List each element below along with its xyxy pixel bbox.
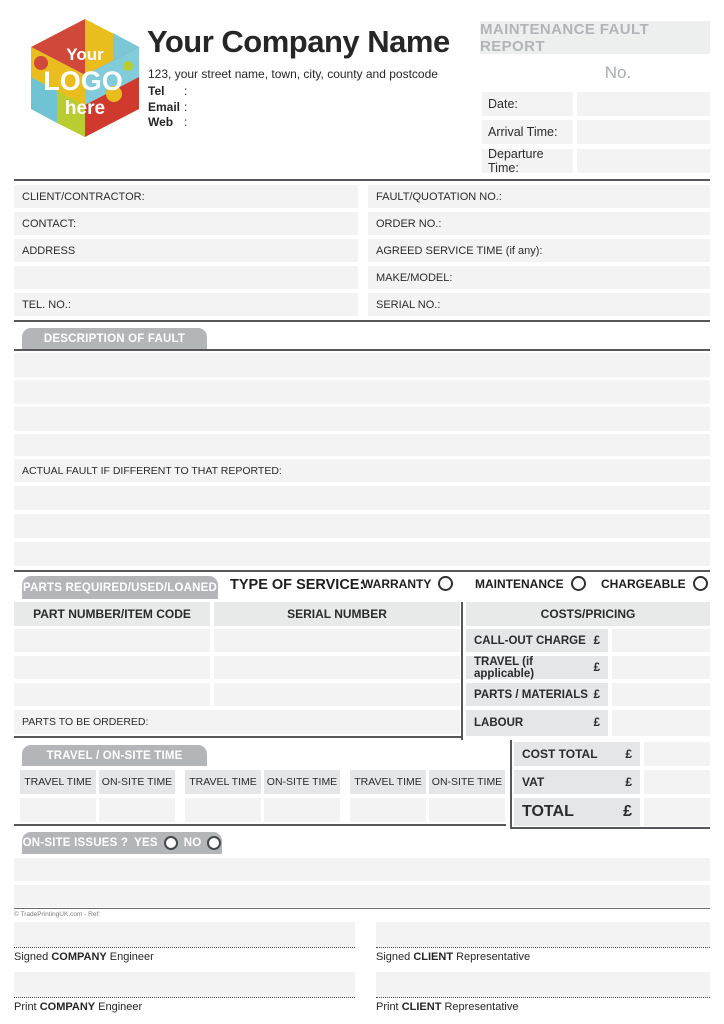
signed-company-signature-box (14, 922, 355, 948)
travel-charge-label: TRAVEL (if applicable) (474, 655, 535, 680)
address-field-extra (14, 266, 358, 289)
fault-quotation-no-field: FAULT/QUOTATION NO.: (368, 185, 710, 208)
address-field: ADDRESS (14, 239, 358, 262)
signed-client-label (376, 951, 530, 963)
total-row (514, 798, 640, 826)
part-number-input-row (14, 656, 210, 679)
yes-label: YES (134, 837, 158, 849)
actual-fault-line (14, 514, 710, 538)
cost-total-value-field (644, 742, 710, 766)
currency-symbol: £ (623, 803, 632, 820)
labour-row (466, 710, 608, 736)
labour-value-field (612, 710, 710, 736)
travel-time-header: TRAVEL TIME (350, 770, 426, 794)
on-site-issues-label: ON-SITE ISSUES ? (22, 837, 129, 849)
call-out-charge-row (466, 629, 608, 652)
print-bold: CLIENT (401, 1001, 442, 1013)
column-header-costs-pricing: COSTS/PRICING (466, 602, 710, 626)
parts-required-tab: PARTS REQUIRED/USED/LOANED (22, 576, 218, 599)
web-label: Web (148, 115, 174, 129)
service-option-maintenance (475, 576, 586, 591)
travel-time-value-field (350, 798, 426, 822)
part-number-input-row (14, 683, 210, 706)
footer-divider (14, 908, 710, 909)
part-number-input-row (14, 629, 210, 652)
parts-to-be-ordered-label: PARTS TO BE ORDERED: (14, 710, 460, 734)
travel-charge-row (466, 656, 608, 679)
vat-label: VAT (522, 775, 545, 789)
warranty-label: WARRANTY (362, 576, 432, 591)
arrival-time-label: Arrival Time: (482, 120, 573, 144)
departure-time-label: Departure Time: (482, 149, 573, 173)
logo-text-line3: here (64, 98, 106, 119)
no-label: NO (183, 837, 202, 849)
company-contact-block (148, 84, 187, 131)
section-divider (510, 827, 710, 829)
travel-time-header: TRAVEL TIME (20, 770, 96, 794)
fault-description-line (14, 407, 710, 431)
chargeable-label: CHARGEABLE (601, 576, 686, 591)
contact-field: CONTACT: (14, 212, 358, 235)
on-site-issues-tab (22, 832, 222, 854)
serial-no-field: SERIAL NO.: (368, 293, 710, 316)
company-tel-row (148, 84, 187, 100)
fault-description-line (14, 380, 710, 404)
print-company-signature-box (14, 972, 355, 998)
section-divider (14, 736, 461, 738)
departure-time-value-field (577, 149, 710, 173)
on-site-issues-line (14, 858, 710, 881)
email-label: Email (148, 99, 181, 114)
call-out-charge-value-field (612, 629, 710, 652)
description-of-fault-tab: DESCRIPTION OF FAULT (22, 328, 207, 349)
print-prefix: Print (376, 1001, 402, 1013)
section-divider (14, 320, 710, 322)
service-option-warranty (362, 576, 453, 591)
company-logo (28, 16, 142, 138)
section-divider (14, 179, 710, 181)
puzzle-cube-logo-image (28, 16, 142, 138)
section-divider (14, 570, 710, 572)
service-option-chargeable (601, 576, 708, 591)
type-of-service-label: TYPE OF SERVICE: (230, 577, 365, 593)
costs-column-divider (461, 602, 463, 740)
report-title: MAINTENANCE FAULT REPORT (480, 21, 710, 54)
make-model-field: MAKE/MODEL: (368, 266, 710, 289)
total-value-field (644, 798, 710, 826)
call-out-charge-label: CALL-OUT CHARGE (474, 634, 586, 647)
cost-total-row (514, 742, 640, 766)
tel-label: Tel (148, 84, 165, 98)
maintenance-label: MAINTENANCE (475, 576, 564, 591)
on-site-time-value-field (99, 798, 175, 822)
signed-client-signature-box (376, 922, 710, 948)
section-divider (14, 349, 710, 351)
on-site-time-value-field (429, 798, 505, 822)
signed-suffix: Engineer (106, 951, 154, 963)
travel-time-header: TRAVEL TIME (185, 770, 261, 794)
email-colon: : (184, 99, 188, 114)
serial-number-input-row (214, 629, 460, 652)
signed-bold: COMPANY (51, 951, 107, 963)
column-header-serial-number: SERIAL NUMBER (214, 602, 460, 626)
vat-value-field (644, 770, 710, 794)
travel-charge-value-field (612, 656, 710, 679)
vat-row (514, 770, 640, 794)
signed-bold: CLIENT (413, 951, 454, 963)
date-value-field (577, 92, 710, 116)
parts-materials-row (466, 683, 608, 706)
company-email-row (148, 100, 187, 116)
signed-prefix: Signed (14, 951, 52, 963)
print-suffix: Engineer (95, 1001, 143, 1013)
chargeable-radio-circle (693, 576, 708, 591)
tel-no-field: TEL. NO.: (14, 293, 358, 316)
yes-radio-circle (164, 836, 178, 850)
labour-label: LABOUR (474, 717, 524, 729)
currency-symbol: £ (593, 661, 600, 674)
actual-fault-line (14, 486, 710, 510)
company-address: 123, your street name, town, city, county and postcode (148, 67, 438, 81)
maintenance-radio-circle (571, 576, 586, 591)
print-company-label (14, 1001, 142, 1013)
currency-symbol: £ (593, 634, 600, 647)
on-site-issues-line (14, 885, 710, 907)
serial-number-input-row (214, 683, 460, 706)
tel-colon: : (184, 84, 188, 98)
serial-number-input-row (214, 656, 460, 679)
company-name: Your Company Name (147, 24, 450, 59)
currency-symbol: £ (625, 775, 632, 789)
web-colon: : (184, 115, 188, 129)
travel-time-value-field (185, 798, 261, 822)
on-site-time-header: ON-SITE TIME (429, 770, 505, 794)
currency-symbol: £ (625, 747, 632, 761)
parts-materials-value-field (612, 683, 710, 706)
print-suffix: Representative (441, 1001, 519, 1013)
travel-on-site-time-tab: TRAVEL / ON-SITE TIME (22, 745, 207, 766)
company-web-row (148, 115, 187, 131)
no-radio-circle (207, 836, 221, 850)
print-prefix: Print (14, 1001, 40, 1013)
signed-suffix: Representative (453, 951, 531, 963)
on-site-time-header: ON-SITE TIME (99, 770, 175, 794)
print-client-label (376, 1001, 518, 1013)
order-no-field: ORDER NO.: (368, 212, 710, 235)
print-client-signature-box (376, 972, 710, 998)
date-label: Date: (482, 92, 573, 116)
client-contractor-field: CLIENT/CONTRACTOR: (14, 185, 358, 208)
totals-divider (510, 740, 512, 829)
cost-total-label: COST TOTAL (522, 747, 598, 761)
warranty-radio-circle (438, 576, 453, 591)
actual-fault-line (14, 542, 710, 566)
currency-symbol: £ (593, 717, 600, 729)
travel-time-value-field (20, 798, 96, 822)
fault-description-line (14, 353, 710, 377)
parts-materials-label: PARTS / MATERIALS (474, 688, 588, 701)
column-header-part-number: PART NUMBER/ITEM CODE (14, 602, 210, 626)
agreed-service-time-field: AGREED SERVICE TIME (if any): (368, 239, 710, 262)
fault-description-line (14, 434, 710, 456)
signed-company-label (14, 951, 154, 963)
report-number-label: No. (604, 63, 632, 82)
copyright-text: © TradePrintingUK.com - Ref: (14, 911, 101, 918)
logo-text-line2: LOGO (43, 66, 123, 96)
actual-fault-label: ACTUAL FAULT IF DIFFERENT TO THAT REPORTED: (14, 459, 710, 482)
print-bold: COMPANY (39, 1001, 96, 1013)
on-site-time-value-field (264, 798, 340, 822)
currency-symbol: £ (593, 688, 600, 701)
signed-prefix: Signed (376, 951, 414, 963)
section-divider (14, 824, 506, 826)
logo-text-line1: Your (66, 45, 104, 64)
on-site-time-header: ON-SITE TIME (264, 770, 340, 794)
arrival-time-value-field (577, 120, 710, 144)
total-label: TOTAL (522, 803, 574, 820)
